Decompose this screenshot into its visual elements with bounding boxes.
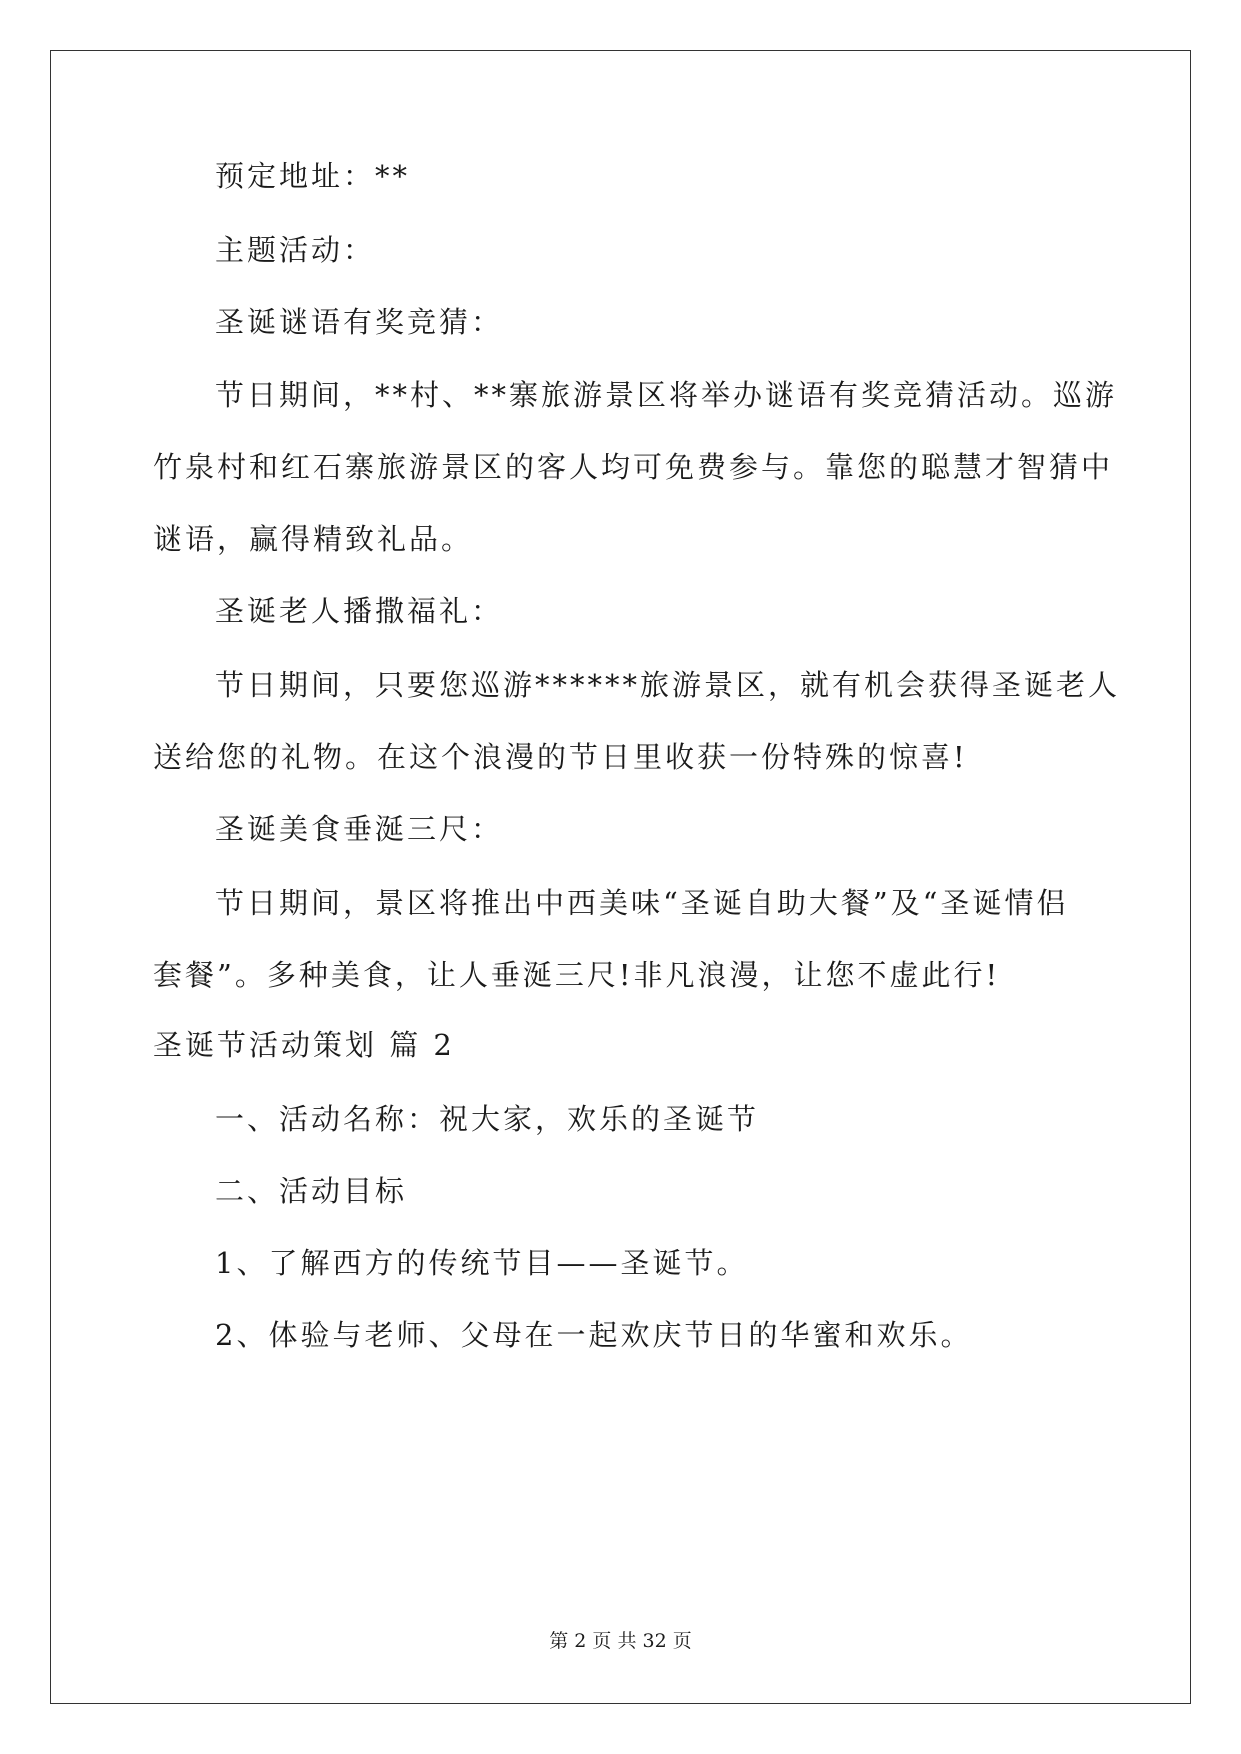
page-frame [50,50,1191,1704]
section-heading: 圣诞美食垂涎三尺： [215,812,504,846]
paragraph-line: 预定地址：** [215,159,411,193]
section-heading: 圣诞老人播撒福礼： [215,594,504,628]
paragraph-line: 一、活动名称：祝大家，欢乐的圣诞节 [215,1102,760,1136]
paragraph-line: 节日期间，景区将推出中西美味“圣诞自助大餐”及“圣诞情侣 [215,886,1069,920]
paragraph-line: 节日期间，**村、**寨旅游景区将举办谜语有奖竞猜活动。巡游 [215,378,1118,412]
article-heading: 圣诞节活动策划 篇 2 [153,1028,455,1062]
paragraph-line: 竹泉村和红石寨旅游景区的客人均可免费参与。靠您的聪慧才智猜中 [153,450,1114,484]
list-item: 2、体验与老师、父母在一起欢庆节日的华蜜和欢乐。 [215,1318,973,1352]
paragraph-line: 谜语，赢得精致礼品。 [153,522,474,556]
page-number-footer: 第 2 页 共 32 页 [549,1630,692,1652]
paragraph-line: 主题活动： [215,233,376,267]
paragraph-line: 套餐”。多种美食，让人垂涎三尺!非凡浪漫，让您不虚此行! [153,958,1001,992]
paragraph-line: 二、活动目标 [215,1174,408,1208]
paragraph-line: 节日期间，只要您巡游******旅游景区，就有机会获得圣诞老人 [215,668,1121,702]
list-item: 1、了解西方的传统节目——圣诞节。 [215,1246,749,1280]
section-heading: 圣诞谜语有奖竞猜： [215,305,504,339]
paragraph-line: 送给您的礼物。在这个浪漫的节日里收获一份特殊的惊喜! [153,740,968,774]
